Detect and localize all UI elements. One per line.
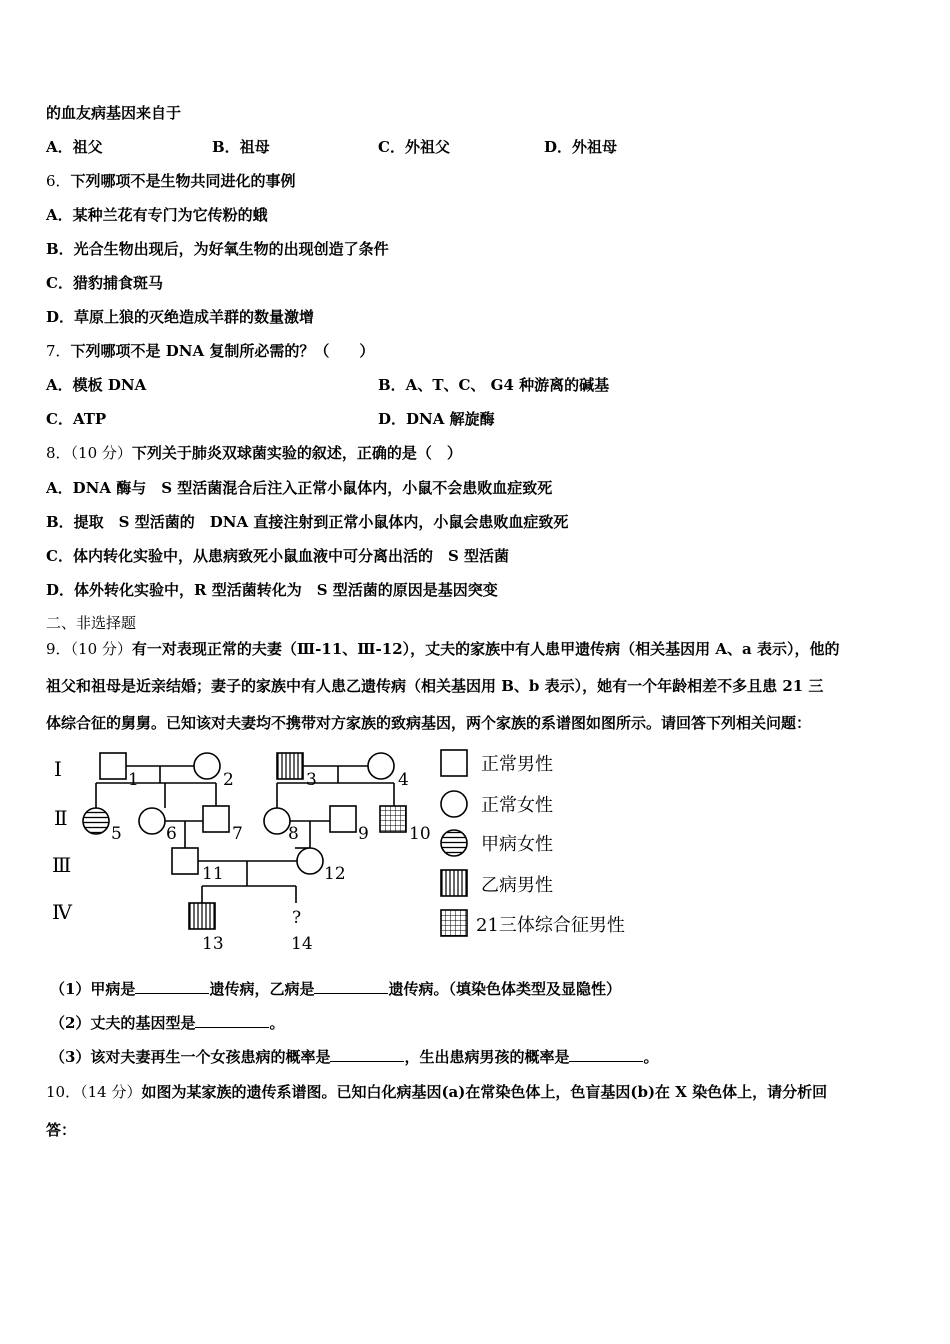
individual-9-male — [330, 806, 356, 832]
q9-sub3-part-a: （3）该对夫妻再生一个女孩患病的概率是 — [50, 1048, 331, 1066]
q9-line-1 — [46, 639, 839, 659]
id-label-4: 4 — [398, 770, 409, 790]
q8-option-c: C．体内转化实验中，从患病致死小鼠血液中可分离出活的 S 型活菌 — [46, 547, 509, 565]
q10-number: 10．（14 分） — [46, 1083, 142, 1101]
q8-option-b: B．提取 S 型活菌的 DNA 直接注射到正常小鼠体内，小鼠会患败血症致死 — [46, 513, 569, 531]
q10-line-1 — [46, 1082, 827, 1102]
legend-disease-b-male-symbol — [441, 870, 467, 896]
id-label-3: 3 — [306, 770, 317, 790]
q7-stem — [46, 341, 374, 361]
q8-option-a: A．DNA 酶与 S 型活菌混合后注入正常小鼠体内，小鼠不会患败血症致死 — [46, 479, 553, 497]
q9-sub2-part-b: 。 — [269, 1014, 285, 1032]
q6-number: 6． — [46, 172, 71, 190]
q9-sub-2 — [50, 1013, 284, 1033]
individual-11-husband — [172, 848, 198, 874]
legend-normal-female-symbol — [441, 791, 467, 817]
legend-down-syndrome-male-symbol — [441, 910, 467, 936]
individual-3-affected-male — [277, 753, 303, 779]
pedigree-figure — [40, 745, 660, 955]
q5-option-c: C．外祖父 — [378, 138, 450, 156]
q9-sub3-part-c: 。 — [643, 1048, 659, 1066]
q9-number: 9．（10 分） — [46, 640, 132, 658]
individual-2-female — [194, 753, 220, 779]
q7-text: 下列哪项不是 DNA 复制所必需的？（ ） — [70, 342, 375, 360]
q5-option-a: A．祖父 — [46, 138, 103, 156]
legend-disease-b-male-label: 乙病男性 — [481, 875, 553, 896]
q9-sub1-blank-1[interactable] — [135, 979, 209, 994]
q9-sub3-blank-1[interactable] — [330, 1047, 404, 1062]
q7-option-a: A．模板 DNA — [46, 376, 147, 394]
id-label-11: 11 — [202, 864, 224, 884]
q7-number: 7． — [46, 342, 71, 360]
id-label-1: 1 — [128, 770, 139, 790]
legend-down-syndrome-male-label: 21三体综合征男性 — [476, 915, 625, 936]
individual-1-male — [100, 753, 126, 779]
q9-sub-1 — [50, 979, 621, 999]
q6-text: 下列哪项不是生物共同进化的事例 — [70, 172, 296, 190]
q5-stem-tail: 的血友病基因来自于 — [46, 104, 182, 122]
individual-13-affected-male — [189, 903, 215, 929]
q7-option-d: D．DNA 解旋酶 — [378, 410, 495, 428]
q8-number: 8．（10 分） — [46, 444, 132, 462]
legend-normal-female-label: 正常女性 — [481, 795, 553, 816]
q6-option-c: C．猎豹捕食斑马 — [46, 274, 163, 292]
gen-label-3: Ⅲ — [52, 853, 72, 877]
q5-option-b: B．祖母 — [212, 138, 270, 156]
individual-6-female — [139, 808, 165, 834]
legend-normal-male-label: 正常男性 — [481, 754, 553, 775]
q6-option-d: D．草原上狼的灭绝造成羊群的数量激增 — [46, 308, 315, 326]
individual-10-down-syndrome-male — [380, 806, 406, 832]
id-label-8: 8 — [288, 824, 299, 844]
q10-text-1: 如图为某家族的遗传系谱图。已知白化病基因(a)在常染色体上，色盲基因(b)在 X 染色体上，请分析回 — [141, 1083, 828, 1101]
q6-option-b: B．光合生物出现后，为好氧生物的出现创造了条件 — [46, 240, 389, 258]
q10-line-2: 答： — [46, 1121, 77, 1139]
q5-option-d: D．外祖母 — [544, 138, 618, 156]
q9-sub-3 — [50, 1047, 658, 1067]
individual-5-affected-female — [83, 808, 109, 834]
q9-sub1-part-b: 遗传病，乙病是 — [209, 980, 315, 998]
q9-sub2-part-a: （2）丈夫的基因型是 — [50, 1014, 196, 1032]
id-label-10: 10 — [409, 824, 431, 844]
q9-line-3: 体综合征的舅舅。已知该对夫妻均不携带对方家族的致病基因，两个家族的系谱图如图所示。请回答下列相关问题： — [46, 714, 812, 732]
legend-disease-a-female-symbol — [441, 830, 467, 856]
individual-8-female — [264, 808, 290, 834]
legend-disease-a-female-label: 甲病女性 — [481, 834, 553, 855]
q8-stem — [46, 443, 462, 463]
section-heading: 二、非选择题 — [46, 614, 137, 632]
id-label-12: 12 — [324, 864, 346, 884]
id-label-9: 9 — [358, 824, 369, 844]
legend-normal-male-symbol — [441, 750, 467, 776]
individual-12-wife — [297, 848, 323, 874]
q7-option-b: B．A、T、C、 G4 种游离的碱基 — [378, 376, 610, 394]
q6-option-a: A．某种兰花有专门为它传粉的蛾 — [46, 206, 268, 224]
gen-label-1: Ⅰ — [54, 757, 62, 781]
id-label-13: 13 — [202, 934, 224, 954]
id-label-6: 6 — [166, 824, 177, 844]
q9-sub3-blank-2[interactable] — [569, 1047, 643, 1062]
q8-text: 下列关于肺炎双球菌实验的叙述，正确的是（ ） — [131, 444, 462, 462]
q9-sub2-blank[interactable] — [195, 1013, 269, 1028]
q9-line-2: 祖父和祖母是近亲结婚；妻子的家族中有人患乙遗传病（相关基因用 B、b 表示），她有一个年龄相差不多且患 21 三 — [46, 677, 824, 695]
q9-sub3-part-b: ，生出患病男孩的概率是 — [404, 1048, 570, 1066]
q9-text-1: 有一对表现正常的夫妻（Ⅲ-11、Ⅲ-12），丈夫的家族中有人患甲遗传病（相关基因用 A、a 表示），他的 — [131, 640, 840, 658]
id-label-2: 2 — [223, 770, 234, 790]
id-label-5: 5 — [111, 824, 122, 844]
q9-sub1-blank-2[interactable] — [314, 979, 388, 994]
gen-label-4: Ⅳ — [52, 900, 72, 924]
q9-sub1-part-c: 遗传病。（填染色体类型及显隐性） — [388, 980, 621, 998]
individual-14-unknown: ? — [292, 908, 302, 928]
individual-4-female — [368, 753, 394, 779]
id-label-14: 14 — [291, 934, 313, 954]
q9-sub1-part-a: （1）甲病是 — [50, 980, 136, 998]
individual-7-male — [203, 806, 229, 832]
id-label-7: 7 — [232, 824, 243, 844]
gen-label-2: Ⅱ — [54, 806, 68, 830]
q7-option-c: C．ATP — [46, 410, 107, 428]
q6-stem — [46, 171, 296, 191]
q8-option-d: D．体外转化实验中，R 型活菌转化为 S 型活菌的原因是基因突变 — [46, 581, 498, 599]
